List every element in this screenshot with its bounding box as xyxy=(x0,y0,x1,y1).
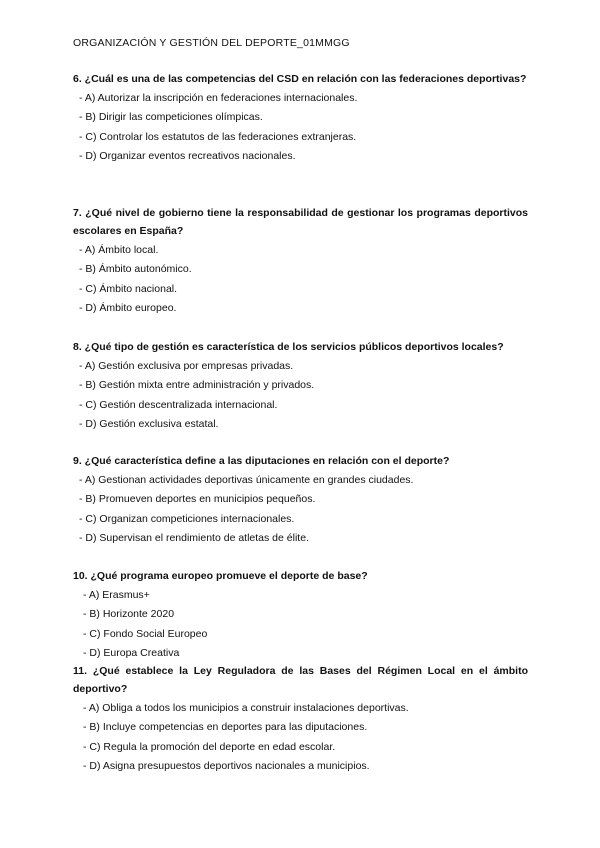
question-text: 7. ¿Qué nivel de gobierno tiene la responsabilidad de gestionar los programas deportivos escolares en España? xyxy=(73,207,528,237)
option-a: - A) Ámbito local. xyxy=(79,244,159,256)
option-b: - B) Horizonte 2020 xyxy=(83,608,175,621)
option-c: - C) Controlar los estatutos de las federaciones extranjeras. xyxy=(79,130,357,143)
option-c: - C) Ámbito nacional. xyxy=(79,282,178,295)
option-a: - A) Gestión exclusiva por empresas privadas. xyxy=(79,360,294,372)
option-c: - C) Gestión descentralizada internacional. xyxy=(79,398,278,411)
option-d: - D) Ámbito europeo. xyxy=(79,302,177,315)
option-a: - A) Obliga a todos los municipios a construir instalaciones deportivas. xyxy=(83,702,409,714)
options-list xyxy=(73,699,528,777)
option-d: - D) Organizar eventos recreativos nacionales. xyxy=(79,150,296,163)
option-a: - A) Autorizar la inscripción en federaciones internacionales. xyxy=(79,92,358,104)
question-text: 6. ¿Cuál es una de las competencias del CSD en relación con las federaciones deportivas? xyxy=(73,73,527,85)
question-text: 10. ¿Qué programa europeo promueve el deporte de base? xyxy=(73,570,368,582)
options-list xyxy=(73,586,528,664)
option-c: - C) Regula la promoción del deporte en edad escolar. xyxy=(83,740,336,753)
option-a: - A) Erasmus+ xyxy=(83,589,150,601)
option-d: - D) Gestión exclusiva estatal. xyxy=(79,418,219,431)
question-10 xyxy=(73,567,528,664)
option-b: - B) Dirigir las competiciones olímpicas. xyxy=(79,111,263,124)
question-text: 9. ¿Qué característica define a las diputaciones en relación con el deporte? xyxy=(73,455,450,467)
option-b: - B) Incluye competencias en deportes para las diputaciones. xyxy=(83,721,368,734)
option-d: - D) Asigna presupuestos deportivos nacionales a municipios. xyxy=(83,760,370,773)
option-a: - A) Gestionan actividades deportivas únicamente en grandes ciudades. xyxy=(79,474,414,486)
options-list xyxy=(73,89,528,167)
options-list xyxy=(73,357,528,435)
options-list xyxy=(73,471,528,549)
option-c: - C) Organizan competiciones internacionales. xyxy=(79,512,295,525)
option-d: - D) Supervisan el rendimiento de atletas de élite. xyxy=(79,532,309,545)
question-7 xyxy=(73,204,528,319)
question-6 xyxy=(73,70,528,167)
question-text: 11. ¿Qué establece la Ley Reguladora de las Bases del Régimen Local en el ámbito deportivo? xyxy=(73,665,528,695)
option-b: - B) Ámbito autonómico. xyxy=(79,263,192,276)
option-b: - B) Gestión mixta entre administración y privados. xyxy=(79,379,315,392)
question-9 xyxy=(73,452,528,549)
question-11 xyxy=(73,662,528,777)
question-8 xyxy=(73,338,528,435)
document-header: ORGANIZACIÓN Y GESTIÓN DEL DEPORTE_01MMGG xyxy=(73,37,350,49)
option-c: - C) Fondo Social Europeo xyxy=(83,627,208,640)
options-list xyxy=(73,241,528,319)
option-b: - B) Promueven deportes en municipios pequeños. xyxy=(79,493,316,506)
option-d: - D) Europa Creativa xyxy=(83,647,180,660)
question-text: 8. ¿Qué tipo de gestión es característica de los servicios públicos deportivos locales? xyxy=(73,341,504,353)
